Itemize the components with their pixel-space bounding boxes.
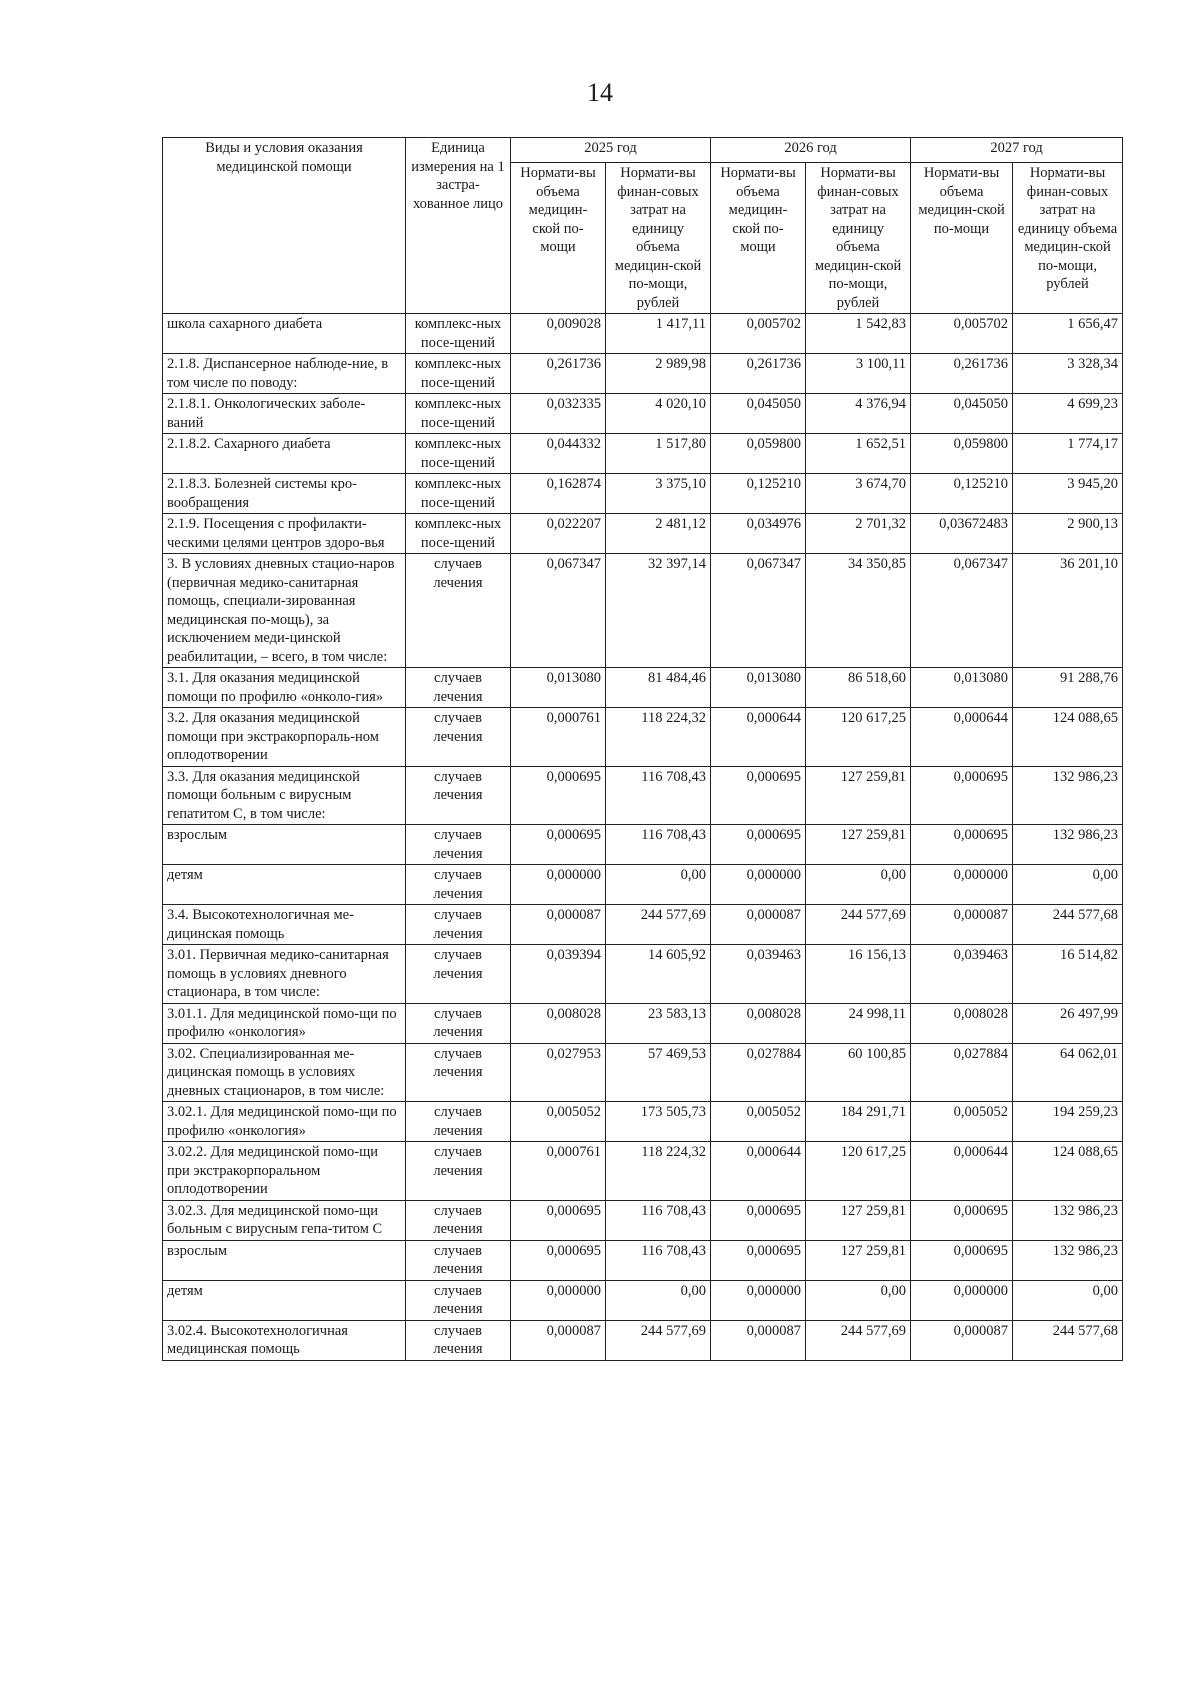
volume-norm-value: 0,044332: [511, 434, 606, 474]
volume-norm-value: 0,000695: [711, 1200, 806, 1240]
finance-norm-value: 120 617,25: [806, 1142, 911, 1201]
finance-norm-value: 3 328,34: [1013, 354, 1123, 394]
finance-norm-value: 0,00: [806, 1280, 911, 1320]
row-unit: случаев лечения: [406, 554, 511, 668]
volume-norm-value: 0,039463: [911, 945, 1013, 1004]
finance-norm-value: 16 156,13: [806, 945, 911, 1004]
finance-norm-value: 3 674,70: [806, 474, 911, 514]
volume-norm-value: 0,125210: [711, 474, 806, 514]
finance-norm-value: 127 259,81: [806, 825, 911, 865]
header-volume-norm: Нормати-вы объема медицин-ской по-мощи: [511, 163, 606, 314]
row-unit: случаев лечения: [406, 668, 511, 708]
volume-norm-value: 0,000644: [711, 708, 806, 767]
table-row: [163, 554, 1123, 668]
row-name: взрослым: [163, 1240, 406, 1280]
table-row: [163, 1320, 1123, 1360]
row-name: 2.1.8.2. Сахарного диабета: [163, 434, 406, 474]
volume-norm-value: 0,013080: [711, 668, 806, 708]
row-name: 2.1.8.1. Онкологических заболе-ваний: [163, 394, 406, 434]
row-unit: случаев лечения: [406, 1043, 511, 1102]
volume-norm-value: 0,005702: [711, 314, 806, 354]
header-year-2025: 2025 год: [511, 138, 711, 163]
row-name: 3.02.2. Для медицинской помо-щи при экстракорпоральном оплодотворении: [163, 1142, 406, 1201]
row-name: 3.3. Для оказания медицинской помощи больным с вирусным гепатитом С, в том числе:: [163, 766, 406, 825]
table-row: [163, 1102, 1123, 1142]
finance-norm-value: 4 020,10: [606, 394, 711, 434]
row-name: 3.2. Для оказания медицинской помощи при экстракорпораль-ном оплодотворении: [163, 708, 406, 767]
header-name: Виды и условия оказания медицинской помощи: [163, 138, 406, 314]
finance-norm-value: 86 518,60: [806, 668, 911, 708]
volume-norm-value: 0,000644: [911, 708, 1013, 767]
row-unit: случаев лечения: [406, 766, 511, 825]
row-unit: случаев лечения: [406, 825, 511, 865]
row-name: 3.02.3. Для медицинской помо-щи больным с вирусным гепа-титом С: [163, 1200, 406, 1240]
row-name: детям: [163, 1280, 406, 1320]
finance-norm-value: 127 259,81: [806, 1200, 911, 1240]
table-row: [163, 314, 1123, 354]
table-row: [163, 514, 1123, 554]
row-unit: комплекс-ных посе-щений: [406, 474, 511, 514]
finance-norm-value: 23 583,13: [606, 1003, 711, 1043]
volume-norm-value: 0,000087: [711, 905, 806, 945]
volume-norm-value: 0,162874: [511, 474, 606, 514]
finance-norm-value: 132 986,23: [1013, 1240, 1123, 1280]
finance-norm-value: 3 100,11: [806, 354, 911, 394]
header-year-2027: 2027 год: [911, 138, 1123, 163]
table-row: [163, 945, 1123, 1004]
finance-norm-value: 2 701,32: [806, 514, 911, 554]
finance-norm-value: 0,00: [606, 1280, 711, 1320]
volume-norm-value: 0,000087: [911, 905, 1013, 945]
row-unit: случаев лечения: [406, 1240, 511, 1280]
volume-norm-value: 0,059800: [711, 434, 806, 474]
finance-norm-value: 124 088,65: [1013, 1142, 1123, 1201]
volume-norm-value: 0,000695: [911, 1240, 1013, 1280]
volume-norm-value: 0,000000: [511, 865, 606, 905]
table-row: [163, 708, 1123, 767]
header-row-years: [163, 138, 1123, 163]
volume-norm-value: 0,067347: [911, 554, 1013, 668]
volume-norm-value: 0,013080: [911, 668, 1013, 708]
volume-norm-value: 0,000644: [911, 1142, 1013, 1201]
finance-norm-value: 127 259,81: [806, 766, 911, 825]
volume-norm-value: 0,261736: [511, 354, 606, 394]
finance-norm-value: 118 224,32: [606, 1142, 711, 1201]
finance-norm-value: 173 505,73: [606, 1102, 711, 1142]
table-row: [163, 1003, 1123, 1043]
volume-norm-value: 0,000087: [911, 1320, 1013, 1360]
finance-norm-value: 57 469,53: [606, 1043, 711, 1102]
row-name: 3.1. Для оказания медицинской помощи по профилю «онколо-гия»: [163, 668, 406, 708]
finance-norm-value: 4 376,94: [806, 394, 911, 434]
table-row: [163, 354, 1123, 394]
row-unit: случаев лечения: [406, 865, 511, 905]
row-unit: комплекс-ных посе-щений: [406, 514, 511, 554]
volume-norm-value: 0,000761: [511, 1142, 606, 1201]
volume-norm-value: 0,000087: [711, 1320, 806, 1360]
volume-norm-value: 0,059800: [911, 434, 1013, 474]
finance-norm-value: 60 100,85: [806, 1043, 911, 1102]
row-name: 3.02.4. Высокотехнологичная медицинская помощь: [163, 1320, 406, 1360]
table-row: [163, 1200, 1123, 1240]
volume-norm-value: 0,03672483: [911, 514, 1013, 554]
table-row: [163, 1280, 1123, 1320]
finance-norm-value: 1 652,51: [806, 434, 911, 474]
row-unit: комплекс-ных посе-щений: [406, 434, 511, 474]
volume-norm-value: 0,034976: [711, 514, 806, 554]
table-row: [163, 1043, 1123, 1102]
volume-norm-value: 0,005052: [511, 1102, 606, 1142]
volume-norm-value: 0,000000: [711, 1280, 806, 1320]
row-name: 3. В условиях дневных стацио-наров (первичная медико-санитарная помощь, специали-зированная медицинская по-мощь), за исключением меди-цинской реабилитации, – всего, в том числе:: [163, 554, 406, 668]
table-row: [163, 474, 1123, 514]
finance-norm-value: 2 989,98: [606, 354, 711, 394]
volume-norm-value: 0,125210: [911, 474, 1013, 514]
volume-norm-value: 0,000695: [711, 1240, 806, 1280]
finance-norm-value: 1 656,47: [1013, 314, 1123, 354]
finance-norm-value: 81 484,46: [606, 668, 711, 708]
finance-norm-value: 2 900,13: [1013, 514, 1123, 554]
volume-norm-value: 0,000695: [511, 1240, 606, 1280]
finance-norm-value: 132 986,23: [1013, 1200, 1123, 1240]
table-row: [163, 905, 1123, 945]
row-name: 3.4. Высокотехнологичная ме-дицинская помощь: [163, 905, 406, 945]
volume-norm-value: 0,000087: [511, 905, 606, 945]
finance-norm-value: 116 708,43: [606, 766, 711, 825]
row-unit: комплекс-ных посе-щений: [406, 314, 511, 354]
volume-norm-value: 0,067347: [711, 554, 806, 668]
row-unit: случаев лечения: [406, 945, 511, 1004]
volume-norm-value: 0,013080: [511, 668, 606, 708]
finance-norm-value: 194 259,23: [1013, 1102, 1123, 1142]
row-name: школа сахарного диабета: [163, 314, 406, 354]
finance-norm-value: 132 986,23: [1013, 766, 1123, 825]
volume-norm-value: 0,005052: [711, 1102, 806, 1142]
header-finance-norm: Нормати-вы финан-совых затрат на единицу объема медицин-ской по-мощи, рублей: [1013, 163, 1123, 314]
table-row: [163, 668, 1123, 708]
volume-norm-value: 0,005702: [911, 314, 1013, 354]
row-name: взрослым: [163, 825, 406, 865]
volume-norm-value: 0,009028: [511, 314, 606, 354]
volume-norm-value: 0,000695: [911, 766, 1013, 825]
finance-norm-value: 244 577,69: [806, 1320, 911, 1360]
finance-norm-value: 0,00: [806, 865, 911, 905]
volume-norm-value: 0,000000: [511, 1280, 606, 1320]
finance-norm-value: 0,00: [1013, 865, 1123, 905]
volume-norm-value: 0,000695: [511, 1200, 606, 1240]
row-name: 3.01. Первичная медико-санитарная помощь в условиях дневного стационара, в том числе:: [163, 945, 406, 1004]
volume-norm-value: 0,000761: [511, 708, 606, 767]
finance-norm-value: 132 986,23: [1013, 825, 1123, 865]
volume-norm-value: 0,045050: [711, 394, 806, 434]
table-row: [163, 1240, 1123, 1280]
row-unit: комплекс-ных посе-щений: [406, 354, 511, 394]
volume-norm-value: 0,027953: [511, 1043, 606, 1102]
header-finance-norm: Нормати-вы финан-совых затрат на единицу объема медицин-ской по-мощи, рублей: [606, 163, 711, 314]
norms-table: [162, 137, 1123, 1361]
table-row: [163, 825, 1123, 865]
finance-norm-value: 0,00: [606, 865, 711, 905]
volume-norm-value: 0,000695: [711, 766, 806, 825]
row-unit: случаев лечения: [406, 1200, 511, 1240]
row-name: 2.1.9. Посещения с профилакти-ческими целями центров здоро-вья: [163, 514, 406, 554]
volume-norm-value: 0,000000: [911, 1280, 1013, 1320]
finance-norm-value: 1 542,83: [806, 314, 911, 354]
finance-norm-value: 116 708,43: [606, 1240, 711, 1280]
finance-norm-value: 4 699,23: [1013, 394, 1123, 434]
row-name: детям: [163, 865, 406, 905]
finance-norm-value: 1 517,80: [606, 434, 711, 474]
finance-norm-value: 124 088,65: [1013, 708, 1123, 767]
header-year-2026: 2026 год: [711, 138, 911, 163]
volume-norm-value: 0,008028: [511, 1003, 606, 1043]
finance-norm-value: 244 577,69: [606, 1320, 711, 1360]
row-name: 3.01.1. Для медицинской помо-щи по профилю «онкология»: [163, 1003, 406, 1043]
finance-norm-value: 3 945,20: [1013, 474, 1123, 514]
finance-norm-value: 244 577,69: [806, 905, 911, 945]
row-unit: случаев лечения: [406, 1102, 511, 1142]
volume-norm-value: 0,008028: [711, 1003, 806, 1043]
volume-norm-value: 0,000695: [911, 825, 1013, 865]
finance-norm-value: 24 998,11: [806, 1003, 911, 1043]
finance-norm-value: 120 617,25: [806, 708, 911, 767]
table-row: [163, 1142, 1123, 1201]
row-name: 2.1.8.3. Болезней системы кро-вообращения: [163, 474, 406, 514]
row-unit: случаев лечения: [406, 1003, 511, 1043]
row-name: 3.02.1. Для медицинской помо-щи по профилю «онкология»: [163, 1102, 406, 1142]
finance-norm-value: 2 481,12: [606, 514, 711, 554]
volume-norm-value: 0,027884: [711, 1043, 806, 1102]
volume-norm-value: 0,067347: [511, 554, 606, 668]
volume-norm-value: 0,000695: [511, 825, 606, 865]
finance-norm-value: 116 708,43: [606, 825, 711, 865]
header-finance-norm: Нормати-вы финан-совых затрат на единицу объема медицин-ской по-мощи, рублей: [806, 163, 911, 314]
finance-norm-value: 0,00: [1013, 1280, 1123, 1320]
finance-norm-value: 32 397,14: [606, 554, 711, 668]
row-unit: случаев лечения: [406, 1280, 511, 1320]
row-unit: случаев лечения: [406, 905, 511, 945]
finance-norm-value: 244 577,69: [606, 905, 711, 945]
volume-norm-value: 0,000695: [711, 825, 806, 865]
row-unit: случаев лечения: [406, 1320, 511, 1360]
volume-norm-value: 0,039394: [511, 945, 606, 1004]
finance-norm-value: 116 708,43: [606, 1200, 711, 1240]
finance-norm-value: 3 375,10: [606, 474, 711, 514]
finance-norm-value: 127 259,81: [806, 1240, 911, 1280]
volume-norm-value: 0,000000: [911, 865, 1013, 905]
volume-norm-value: 0,261736: [711, 354, 806, 394]
volume-norm-value: 0,000087: [511, 1320, 606, 1360]
finance-norm-value: 16 514,82: [1013, 945, 1123, 1004]
header-unit: Единица измерения на 1 застра-хованное лицо: [406, 138, 511, 314]
finance-norm-value: 118 224,32: [606, 708, 711, 767]
finance-norm-value: 34 350,85: [806, 554, 911, 668]
volume-norm-value: 0,261736: [911, 354, 1013, 394]
row-unit: случаев лечения: [406, 708, 511, 767]
finance-norm-value: 26 497,99: [1013, 1003, 1123, 1043]
volume-norm-value: 0,039463: [711, 945, 806, 1004]
volume-norm-value: 0,000695: [511, 766, 606, 825]
volume-norm-value: 0,000644: [711, 1142, 806, 1201]
finance-norm-value: 1 774,17: [1013, 434, 1123, 474]
table-row: [163, 394, 1123, 434]
volume-norm-value: 0,000000: [711, 865, 806, 905]
row-name: 2.1.8. Диспансерное наблюде-ние, в том числе по поводу:: [163, 354, 406, 394]
finance-norm-value: 14 605,92: [606, 945, 711, 1004]
volume-norm-value: 0,000695: [911, 1200, 1013, 1240]
finance-norm-value: 64 062,01: [1013, 1043, 1123, 1102]
finance-norm-value: 244 577,68: [1013, 905, 1123, 945]
row-name: 3.02. Специализированная ме-дицинская помощь в условиях дневных стационаров, в том числе:: [163, 1043, 406, 1102]
table-row: [163, 766, 1123, 825]
row-unit: комплекс-ных посе-щений: [406, 394, 511, 434]
volume-norm-value: 0,022207: [511, 514, 606, 554]
volume-norm-value: 0,008028: [911, 1003, 1013, 1043]
finance-norm-value: 184 291,71: [806, 1102, 911, 1142]
header-volume-norm: Нормати-вы объема медицин-ской по-мощи: [911, 163, 1013, 314]
row-unit: случаев лечения: [406, 1142, 511, 1201]
finance-norm-value: 91 288,76: [1013, 668, 1123, 708]
volume-norm-value: 0,005052: [911, 1102, 1013, 1142]
table-row: [163, 434, 1123, 474]
page-number: 14: [587, 78, 613, 107]
volume-norm-value: 0,027884: [911, 1043, 1013, 1102]
finance-norm-value: 1 417,11: [606, 314, 711, 354]
table-row: [163, 865, 1123, 905]
volume-norm-value: 0,045050: [911, 394, 1013, 434]
finance-norm-value: 36 201,10: [1013, 554, 1123, 668]
header-volume-norm: Нормати-вы объема медицин-ской по-мощи: [711, 163, 806, 314]
finance-norm-value: 244 577,68: [1013, 1320, 1123, 1360]
volume-norm-value: 0,032335: [511, 394, 606, 434]
